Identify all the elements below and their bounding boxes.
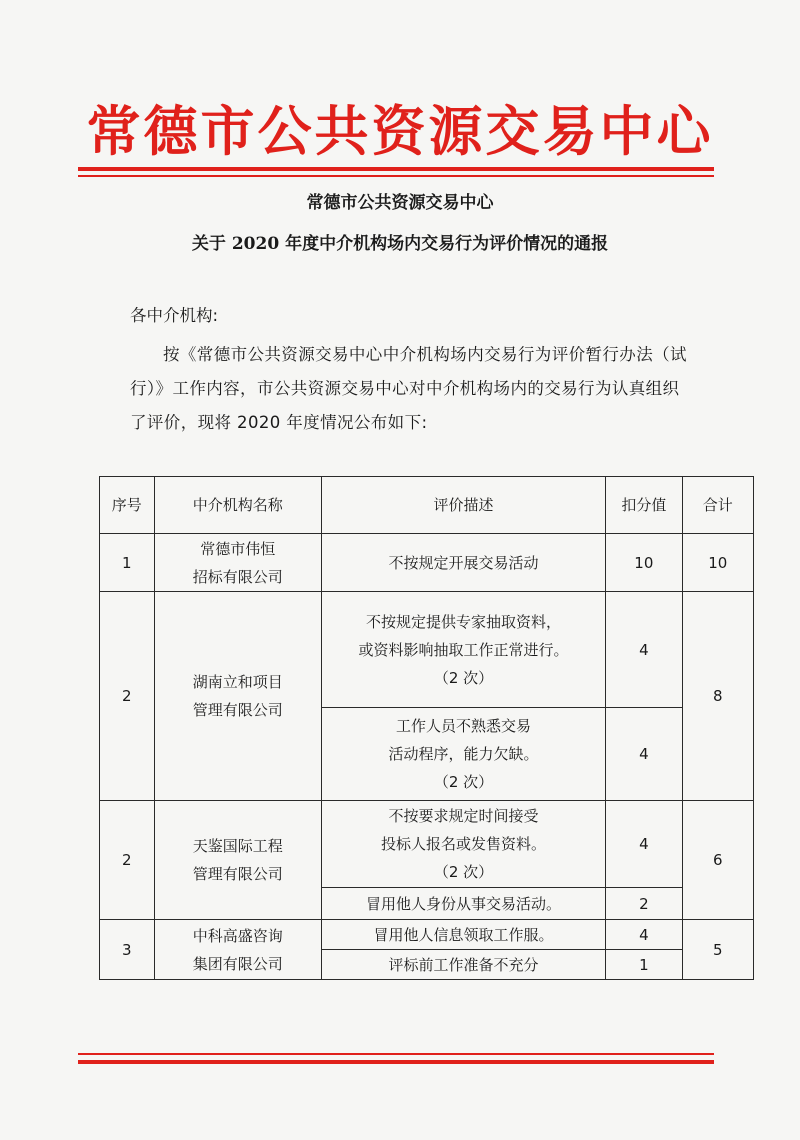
cell-deduction: 4 xyxy=(606,920,682,950)
table-header-row xyxy=(100,477,754,534)
header-deduction: 扣分值 xyxy=(606,477,682,534)
masthead-rule-thick xyxy=(78,167,714,171)
cell-deduction: 2 xyxy=(606,888,682,920)
cell-no: 2 xyxy=(100,592,155,801)
cell-deduction: 4 xyxy=(606,801,682,888)
document-title: 关于 2020 年度中介机构场内交易行为评价情况的通报 xyxy=(191,234,609,254)
evaluation-table xyxy=(99,476,754,980)
cell-desc: 评标前工作准备不充分 xyxy=(321,950,605,980)
cell-deduction: 4 xyxy=(606,592,682,708)
table-row xyxy=(100,801,754,888)
header-total: 合计 xyxy=(682,477,753,534)
cell-total: 8 xyxy=(682,592,753,801)
cell-no: 2 xyxy=(100,801,155,920)
cell-desc: 不按要求规定时间接受 投标人报名或发售资料。 （2 次） xyxy=(321,801,605,888)
table-row xyxy=(100,920,754,950)
cell-desc: 冒用他人信息领取工作服。 xyxy=(321,920,605,950)
cell-no: 1 xyxy=(100,534,155,592)
table-row xyxy=(100,592,754,708)
salutation: 各中介机构: xyxy=(130,306,219,325)
cell-name: 中科高盛咨询 集团有限公司 xyxy=(154,920,321,980)
cell-total: 10 xyxy=(682,534,753,592)
header-name: 中介机构名称 xyxy=(154,477,321,534)
body-paragraph: 按《常德市公共资源交易中心中介机构场内交易行为评价暂行办法（试行）》工作内容，市公共资源交易中心对中介机构场内的交易行为认真组织了评价，现将 2020 年度情况公布如下: xyxy=(130,345,687,432)
cell-deduction: 4 xyxy=(606,708,682,801)
cell-desc: 不按规定提供专家抽取资料， 或资料影响抽取工作正常进行。 （2 次） xyxy=(321,592,605,708)
cell-total: 5 xyxy=(682,920,753,980)
cell-name: 湖南立和项目 管理有限公司 xyxy=(154,592,321,801)
cell-total: 6 xyxy=(682,801,753,920)
cell-deduction: 1 xyxy=(606,950,682,980)
cell-deduction: 10 xyxy=(606,534,682,592)
footer-rule-thick xyxy=(78,1060,714,1064)
cell-no: 3 xyxy=(100,920,155,980)
cell-name: 常德市伟恒 招标有限公司 xyxy=(154,534,321,592)
table-row xyxy=(100,534,754,592)
masthead-rule-thin xyxy=(78,175,714,177)
header-desc: 评价描述 xyxy=(321,477,605,534)
cell-desc: 不按规定开展交易活动 xyxy=(321,534,605,592)
header-no: 序号 xyxy=(100,477,155,534)
footer-rule-thin xyxy=(78,1053,714,1055)
masthead-title: 常德市公共资源交易中心 xyxy=(86,99,714,163)
document-issuer: 常德市公共资源交易中心 xyxy=(306,193,494,213)
cell-desc: 冒用他人身份从事交易活动。 xyxy=(321,888,605,920)
cell-desc: 工作人员不熟悉交易 活动程序，能力欠缺。 （2 次） xyxy=(321,708,605,801)
cell-name: 天鉴国际工程 管理有限公司 xyxy=(154,801,321,920)
